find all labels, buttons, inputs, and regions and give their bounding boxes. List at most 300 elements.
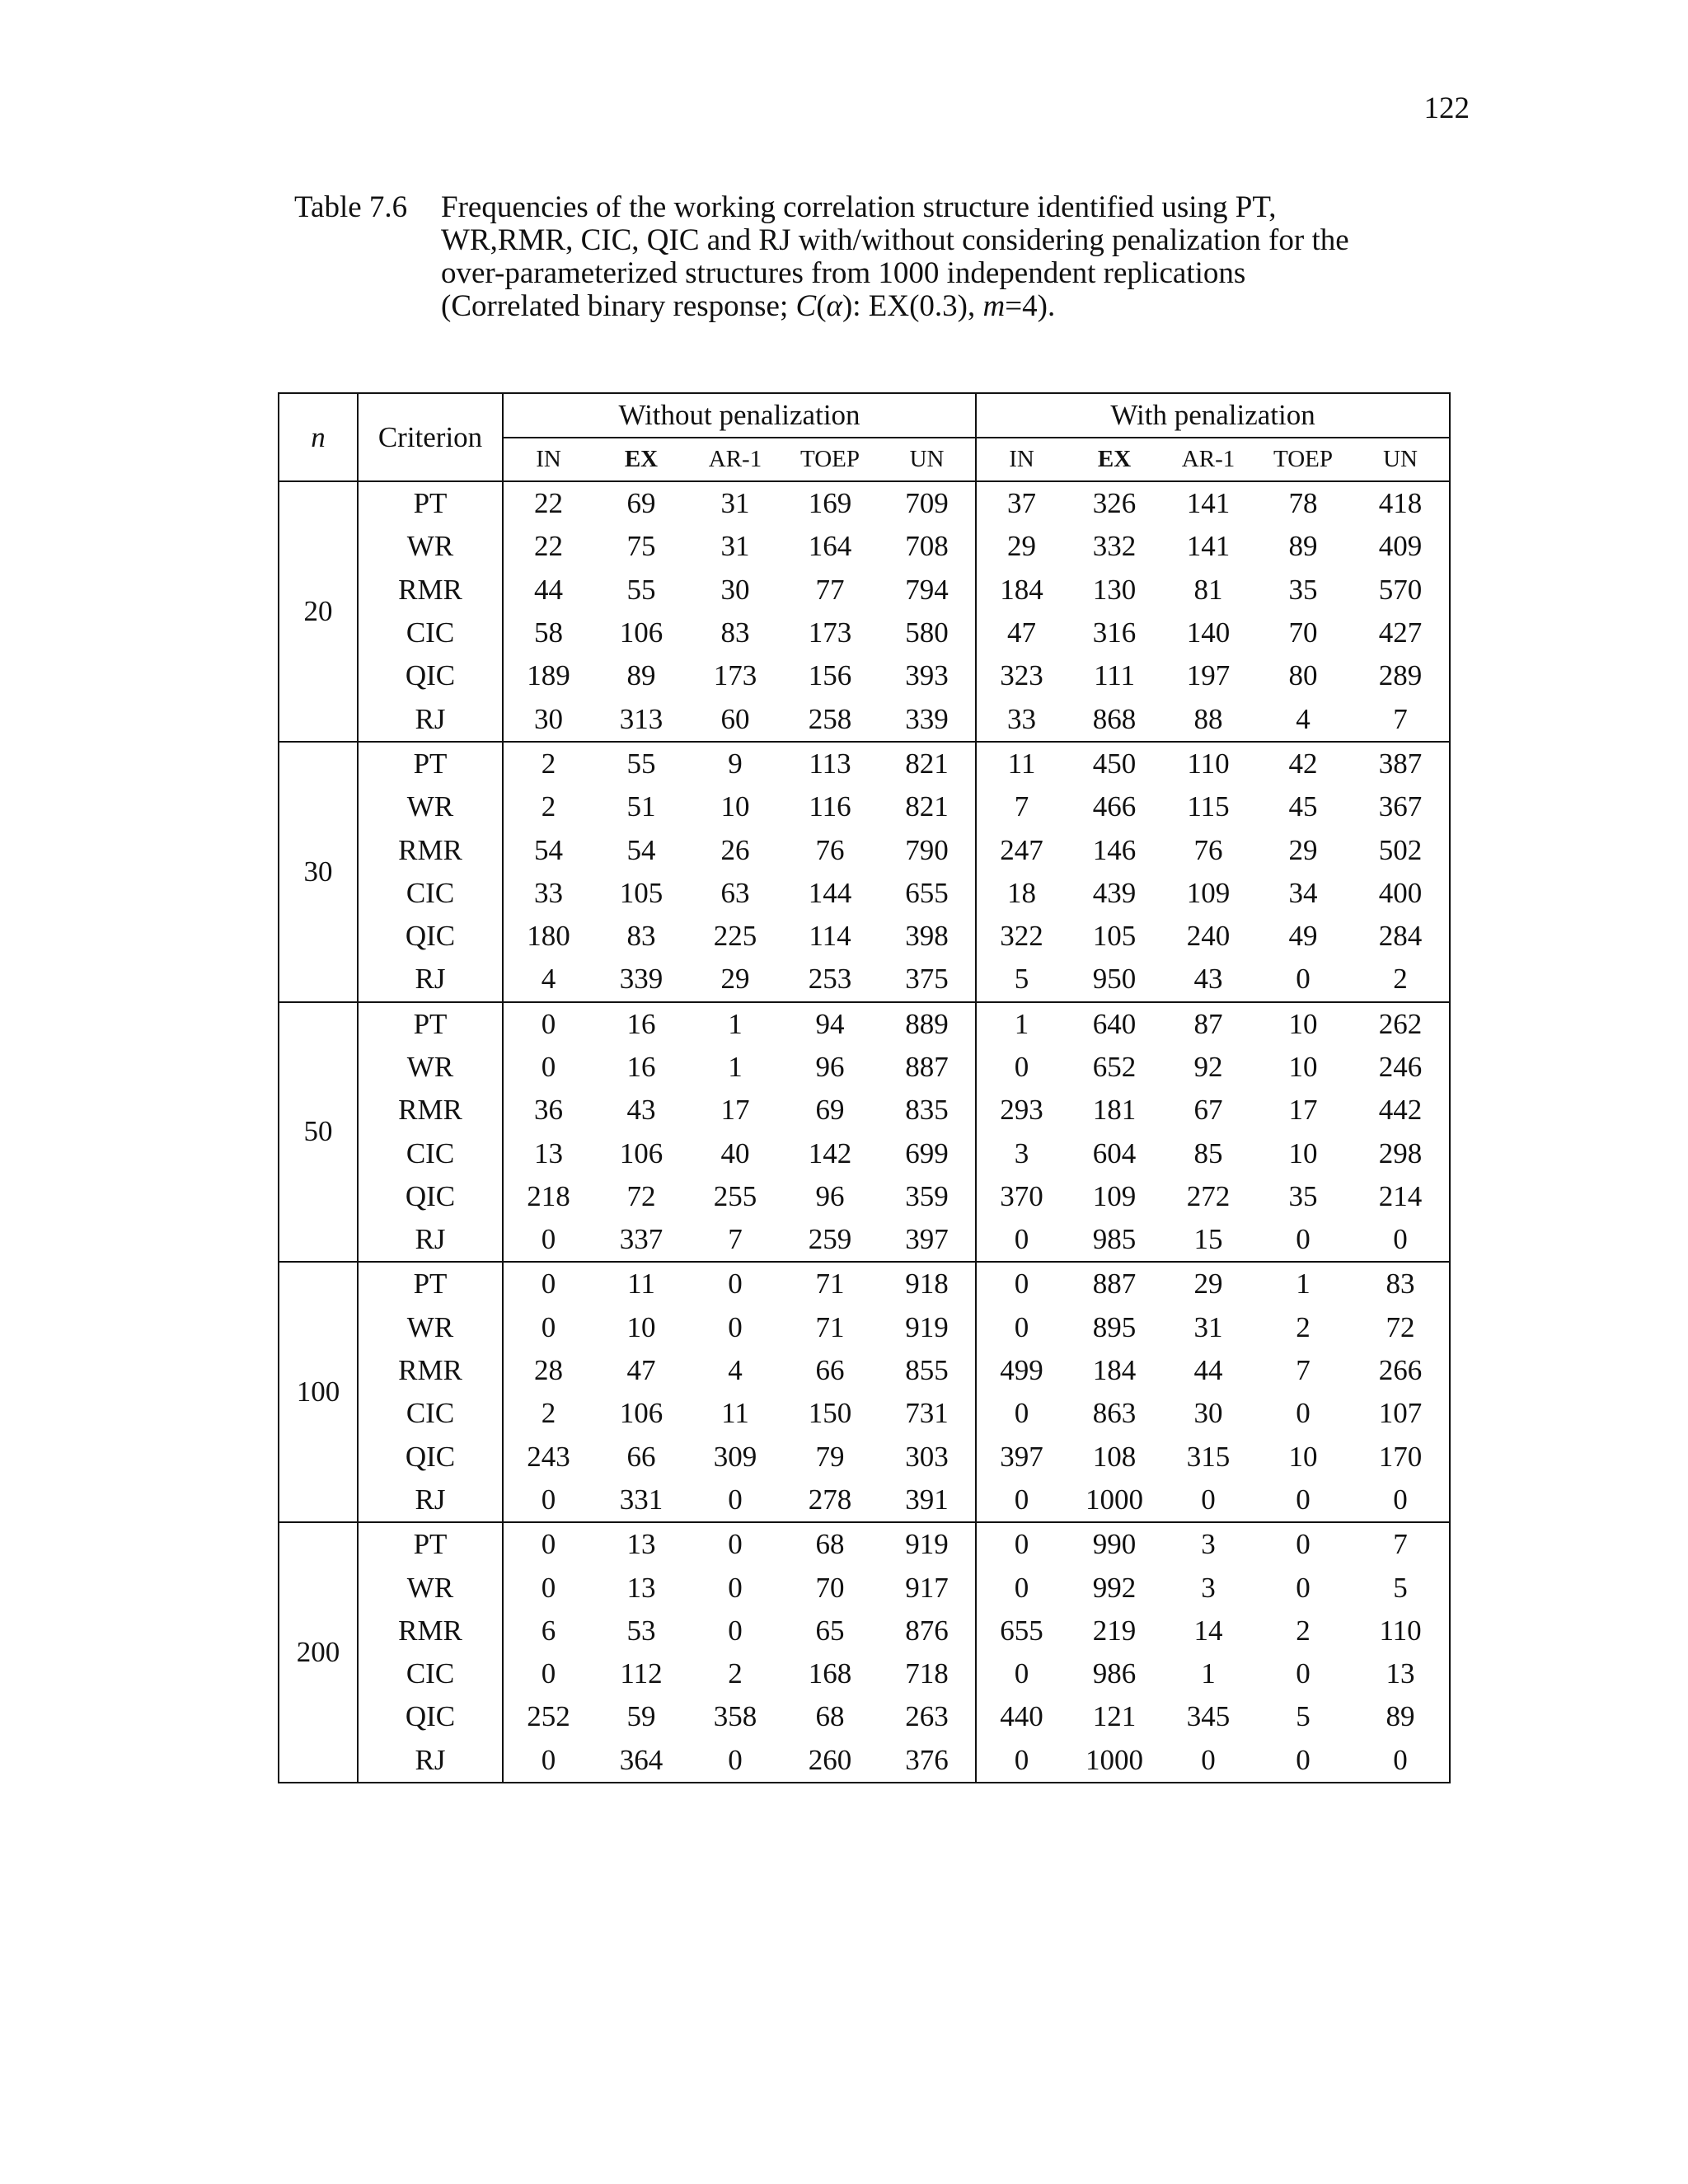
without-penalization-value-cell: 0 [541, 1007, 556, 1040]
without-penalization-value-cell: 0 [541, 1528, 556, 1561]
with-penalization-value-cell: 466 [1092, 790, 1137, 823]
without-penalization-value-cell: 31 [720, 530, 750, 563]
without-penalization-value-cell: 4 [503, 958, 593, 1001]
without-penalization-value-cell: 393 [879, 654, 976, 697]
without-penalization-value-cell: 0 [503, 1739, 593, 1783]
without-penalization-value-cell: 889 [879, 1002, 976, 1046]
with-penalization-value-cell: 1 [1201, 1657, 1216, 1690]
without-penalization-value-cell: 189 [527, 659, 570, 692]
with-penalization-value-cell: 89 [1386, 1700, 1415, 1733]
criterion-cell: CIC [358, 1392, 503, 1435]
table-row [279, 1349, 1450, 1392]
with-penalization-value-cell: 0 [1296, 1528, 1311, 1561]
without-penalization-value-cell: 66 [815, 1354, 845, 1387]
criterion-cell: QIC [358, 1695, 503, 1738]
with-penalization-value-cell: 502 [1378, 833, 1423, 866]
with-penalization-value-cell: 81 [1193, 573, 1223, 606]
with-penalization-value-cell: 397 [1000, 1440, 1043, 1473]
without-penalization-value-cell: 391 [879, 1479, 976, 1522]
with-penalization-value-cell: 2 [1296, 1310, 1311, 1343]
caption-line: (Correlated binary response; C(α): EX(0.3), m=4). [441, 289, 1056, 323]
with-penalization-value-cell: 107 [1378, 1397, 1423, 1430]
without-penalization-value-cell: 55 [626, 747, 656, 780]
with-penalization-value-cell: 140 [1186, 616, 1231, 649]
without-penalization-value-cell: 0 [689, 1739, 781, 1783]
with-penalization-value-cell: 0 [1352, 1218, 1450, 1262]
caption-label: Table 7.6 [294, 190, 408, 224]
without-penalization-value-cell: 70 [815, 1571, 845, 1604]
criterion-cell: RJ [358, 958, 503, 1001]
structure-header: IN [976, 438, 1067, 481]
table-row [279, 1392, 1450, 1435]
criterion-cell: QIC [358, 915, 503, 958]
with-penalization-value-cell: 418 [1378, 487, 1423, 520]
without-penalization-value-cell: 835 [879, 1089, 976, 1132]
without-penalization-value-cell: 142 [808, 1137, 852, 1169]
sample-size-cell: 50 [279, 1002, 358, 1263]
without-penalization-value-cell: 94 [815, 1007, 845, 1040]
with-penalization-value-cell: 76 [1193, 833, 1223, 866]
without-penalization-value-cell: 26 [720, 833, 750, 866]
without-penalization-value-cell: 339 [593, 958, 689, 1001]
with-penalization-value-cell: 247 [1000, 833, 1043, 866]
criterion-cell: RMR [358, 1349, 503, 1392]
with-penalization-value-cell: 427 [1378, 616, 1423, 649]
with-penalization-value-cell: 332 [1092, 530, 1137, 563]
with-penalization-value-cell: 0 [976, 1739, 1067, 1783]
criterion-cell: WR [358, 1046, 503, 1089]
without-penalization-value-cell: 59 [626, 1700, 656, 1733]
without-penalization-value-cell: 263 [879, 1695, 976, 1738]
caption-line: Frequencies of the working correlation structure identified using PT, [441, 190, 1277, 224]
table-row [279, 958, 1450, 1001]
with-penalization-value-cell: 33 [976, 697, 1067, 741]
with-penalization-value-cell: 985 [1067, 1218, 1162, 1262]
with-penalization-value-cell: 0 [1014, 1657, 1029, 1690]
table-row [279, 1089, 1450, 1132]
without-penalization-value-cell: 71 [815, 1268, 845, 1301]
without-penalization-value-cell: 919 [879, 1522, 976, 1566]
criterion-cell: RJ [358, 1218, 503, 1262]
without-penalization-value-cell: 150 [808, 1397, 852, 1430]
with-penalization-value-cell: 442 [1378, 1094, 1423, 1127]
with-penalization-value-cell: 17 [1288, 1094, 1318, 1127]
without-penalization-value-cell: 303 [879, 1436, 976, 1479]
criterion-cell: RMR [358, 569, 503, 612]
without-penalization-value-cell: 13 [626, 1528, 656, 1561]
structure-header: IN [503, 438, 593, 481]
without-penalization-value-cell: 709 [879, 481, 976, 525]
with-penalization-value-cell: 7 [1352, 697, 1450, 741]
with-penalization-value-cell: 1 [1296, 1268, 1311, 1301]
without-penalization-value-cell: 164 [808, 530, 852, 563]
with-penalization-value-cell: 141 [1186, 530, 1231, 563]
without-penalization-value-cell: 54 [626, 833, 656, 866]
with-penalization-value-cell: 0 [976, 1479, 1067, 1522]
sample-size-cell: 20 [279, 481, 358, 742]
with-penalization-value-cell: 640 [1092, 1007, 1137, 1040]
criterion-cell: RMR [358, 1089, 503, 1132]
with-penalization-value-cell: 105 [1092, 920, 1137, 953]
without-penalization-value-cell: 17 [720, 1094, 750, 1127]
without-penalization-value-cell: 106 [619, 1137, 663, 1169]
with-penalization-value-cell: 450 [1092, 747, 1137, 780]
criterion-cell: CIC [358, 612, 503, 654]
without-penalization-value-cell: 53 [626, 1614, 656, 1647]
without-penalization-value-cell: 105 [619, 876, 663, 909]
without-penalization-value-cell: 0 [503, 1479, 593, 1522]
n-header: n [279, 393, 358, 481]
with-penalization-value-cell: 78 [1288, 487, 1318, 520]
with-penalization-value-cell: 895 [1092, 1310, 1137, 1343]
criterion-cell: WR [358, 525, 503, 568]
table-row [279, 1218, 1450, 1262]
sample-size-cell: 30 [279, 742, 358, 1002]
table-row [279, 1262, 1450, 1305]
table-row [279, 1175, 1450, 1218]
without-penalization-value-cell: 71 [815, 1310, 845, 1343]
with-penalization-value-cell: 604 [1092, 1137, 1137, 1169]
with-penalization-value-cell: 184 [1092, 1354, 1137, 1387]
with-penalization-value-cell: 992 [1092, 1571, 1137, 1604]
without-penalization-value-cell: 66 [626, 1440, 656, 1473]
without-penalization-value-cell: 918 [879, 1262, 976, 1305]
criterion-cell: PT [358, 1262, 503, 1305]
without-penalization-value-cell: 359 [879, 1175, 976, 1218]
with-penalization-value-cell: 262 [1378, 1007, 1423, 1040]
without-penalization-value-cell: 69 [815, 1094, 845, 1127]
without-penalization-value-cell: 0 [728, 1571, 743, 1604]
without-penalization-value-cell: 36 [534, 1094, 563, 1127]
without-penalization-value-cell: 397 [879, 1218, 976, 1262]
with-penalization-value-cell: 0 [1014, 1310, 1029, 1343]
without-penalization-value-cell: 173 [808, 616, 852, 649]
without-penalization-value-cell: 2 [728, 1657, 743, 1690]
without-penalization-value-cell: 16 [626, 1051, 656, 1083]
with-penalization-value-cell: 30 [1193, 1397, 1223, 1430]
with-penalization-value-cell: 0 [1352, 1479, 1450, 1522]
with-penalization-value-cell: 10 [1288, 1440, 1318, 1473]
without-penalization-value-cell: 253 [781, 958, 879, 1001]
table-row [279, 785, 1450, 828]
with-penalization-value-cell: 110 [1187, 747, 1230, 780]
with-penalization-value-cell: 29 [1288, 833, 1318, 866]
with-penalization-value-cell: 29 [1007, 530, 1037, 563]
with-penalization-value-cell: 0 [1254, 1479, 1352, 1522]
without-penalization-value-cell: 28 [534, 1354, 563, 1387]
without-penalization-value-cell: 31 [720, 487, 750, 520]
without-penalization-value-cell: 655 [879, 872, 976, 915]
without-penalization-value-cell: 0 [541, 1268, 556, 1301]
without-penalization-value-cell: 0 [689, 1479, 781, 1522]
with-penalization-value-cell: 400 [1378, 876, 1423, 909]
table-row [279, 1695, 1450, 1738]
header-row-groups [279, 393, 1450, 438]
without-penalization-value-cell: 243 [527, 1440, 570, 1473]
with-penalization-value-cell: 85 [1193, 1137, 1223, 1169]
without-penalization-value-cell: 887 [879, 1046, 976, 1089]
with-penalization-value-cell: 2 [1296, 1614, 1311, 1647]
without-penalization-value-cell: 16 [626, 1007, 656, 1040]
with-penalization-value-cell: 0 [1254, 958, 1352, 1001]
without-penalization-value-cell: 44 [534, 573, 563, 606]
with-penalization-value-cell: 109 [1186, 876, 1231, 909]
with-penalization-value-cell: 111 [1094, 659, 1135, 692]
without-penalization-value-cell: 225 [713, 920, 757, 953]
without-penalization-value-cell: 13 [626, 1571, 656, 1604]
table-row [279, 481, 1450, 525]
without-penalization-value-cell: 376 [879, 1739, 976, 1783]
page-number: 122 [1423, 91, 1470, 125]
without-penalization-value-cell: 0 [728, 1268, 743, 1301]
without-penalization-value-cell: 47 [626, 1354, 656, 1387]
caption-text [441, 191, 1432, 323]
table-row [279, 1479, 1450, 1522]
with-penalization-value-cell: 141 [1186, 487, 1231, 520]
table-row [279, 1046, 1450, 1089]
with-penalization-value-cell: 89 [1288, 530, 1318, 563]
without-penalization-value-cell: 29 [689, 958, 781, 1001]
without-penalization-value-cell: 113 [809, 747, 851, 780]
without-penalization-value-cell: 96 [815, 1179, 845, 1212]
with-penalization-value-cell: 10 [1288, 1051, 1318, 1083]
without-penalization-value-cell: 106 [619, 616, 663, 649]
without-penalization-value-cell: 358 [713, 1700, 757, 1733]
without-penalization-value-cell: 337 [593, 1218, 689, 1262]
with-penalization-value-cell: 13 [1386, 1657, 1415, 1690]
without-penalization-value-cell: 68 [815, 1700, 845, 1733]
with-penalization-value-cell: 345 [1186, 1700, 1231, 1733]
with-penalization-value-cell: 45 [1288, 790, 1318, 823]
with-penalization-value-cell: 11 [1007, 747, 1036, 780]
without-penalization-value-cell: 0 [503, 1218, 593, 1262]
with-penalization-value-cell: 109 [1092, 1179, 1137, 1212]
table-row [279, 872, 1450, 915]
table-row [279, 1132, 1450, 1174]
without-penalization-value-cell: 11 [721, 1397, 749, 1430]
without-penalization-value-cell: 9 [728, 747, 743, 780]
with-penalization-value-cell: 2 [1352, 958, 1450, 1001]
without-penalization-value-cell: 112 [620, 1657, 663, 1690]
without-penalization-value-cell: 106 [619, 1397, 663, 1430]
without-penalization-value-cell: 364 [593, 1739, 689, 1783]
with-penalization-value-cell: 3 [1201, 1528, 1216, 1561]
table-caption [294, 191, 1432, 323]
without-penalization-value-cell: 255 [713, 1179, 757, 1212]
with-penalization-value-cell: 272 [1186, 1179, 1231, 1212]
criterion-cell: RMR [358, 1610, 503, 1652]
with-penalization-value-cell: 440 [1000, 1700, 1043, 1733]
with-penalization-value-cell: 570 [1378, 573, 1423, 606]
without-penalization-value-cell: 699 [879, 1132, 976, 1174]
criterion-cell: QIC [358, 1175, 503, 1218]
criterion-cell: RJ [358, 1739, 503, 1783]
without-penalization-value-cell: 83 [626, 920, 656, 953]
without-penalization-value-cell: 72 [626, 1179, 656, 1212]
without-penalization-value-cell: 398 [879, 915, 976, 958]
with-penalization-value-cell: 0 [1014, 1397, 1029, 1430]
with-penalization-value-cell: 246 [1378, 1051, 1423, 1083]
with-penalization-value-cell: 0 [976, 1218, 1067, 1262]
structure-header: UN [879, 438, 976, 481]
without-penalization-value-cell: 794 [879, 569, 976, 612]
with-penalization-value-cell: 655 [1000, 1614, 1043, 1647]
without-penalization-value-cell: 22 [534, 530, 563, 563]
with-penalization-value-cell: 72 [1386, 1310, 1415, 1343]
with-penalization-value-cell: 387 [1378, 747, 1423, 780]
without-penalization-value-cell: 278 [781, 1479, 879, 1522]
with-penalization-value-cell: 0 [1014, 1051, 1029, 1083]
with-penalization-value-cell: 44 [1193, 1354, 1223, 1387]
without-penalization-value-cell: 116 [809, 790, 851, 823]
without-penalization-value-cell: 63 [720, 876, 750, 909]
without-penalization-value-cell: 43 [626, 1094, 656, 1127]
with-penalization-value-cell: 0 [1352, 1739, 1450, 1783]
without-penalization-value-cell: 708 [879, 525, 976, 568]
with-penalization-value-cell: 42 [1288, 747, 1318, 780]
without-penalization-value-cell: 68 [815, 1528, 845, 1561]
with-penalization-value-cell: 5 [1296, 1700, 1311, 1733]
without-penalization-value-cell: 83 [720, 616, 750, 649]
criterion-cell: CIC [358, 1132, 503, 1174]
with-penalization-value-cell: 7 [1296, 1354, 1311, 1387]
criterion-cell: PT [358, 481, 503, 525]
with-penalization-value-cell: 37 [1007, 487, 1037, 520]
without-penalization-value-cell: 114 [809, 920, 851, 953]
with-penalization-value-cell: 18 [1007, 876, 1037, 909]
with-penalization-value-cell: 863 [1092, 1397, 1137, 1430]
without-penalization-header: Without penalization [503, 393, 976, 438]
with-penalization-value-cell: 652 [1092, 1051, 1137, 1083]
with-penalization-value-cell: 15 [1162, 1218, 1254, 1262]
without-penalization-value-cell: 89 [626, 659, 656, 692]
table-row [279, 1002, 1450, 1046]
table-row [279, 742, 1450, 785]
with-penalization-value-cell: 315 [1186, 1440, 1231, 1473]
criterion-cell: CIC [358, 872, 503, 915]
without-penalization-value-cell: 144 [808, 876, 852, 909]
without-penalization-value-cell: 313 [593, 697, 689, 741]
criterion-cell: PT [358, 1522, 503, 1566]
without-penalization-value-cell: 54 [534, 833, 563, 866]
with-penalization-value-cell: 108 [1092, 1440, 1137, 1473]
with-penalization-value-cell: 323 [1000, 659, 1043, 692]
without-penalization-value-cell: 252 [527, 1700, 570, 1733]
without-penalization-value-cell: 876 [879, 1610, 976, 1652]
table-row [279, 915, 1450, 958]
with-penalization-value-cell: 7 [1014, 790, 1029, 823]
without-penalization-value-cell: 917 [879, 1566, 976, 1609]
without-penalization-value-cell: 258 [781, 697, 879, 741]
with-penalization-value-cell: 70 [1288, 616, 1318, 649]
with-penalization-value-cell: 1 [1014, 1007, 1029, 1040]
without-penalization-value-cell: 55 [626, 573, 656, 606]
without-penalization-value-cell: 75 [626, 530, 656, 563]
with-penalization-value-cell: 80 [1288, 659, 1318, 692]
without-penalization-value-cell: 2 [541, 1397, 556, 1430]
structure-header: EX [1067, 438, 1162, 481]
without-penalization-value-cell: 0 [541, 1310, 556, 1343]
criterion-cell: RMR [358, 828, 503, 871]
with-penalization-value-cell: 298 [1378, 1137, 1423, 1169]
with-penalization-value-cell: 986 [1092, 1657, 1137, 1690]
without-penalization-value-cell: 821 [879, 742, 976, 785]
with-penalization-value-cell: 197 [1186, 659, 1231, 692]
with-penalization-value-cell: 326 [1092, 487, 1137, 520]
table-row [279, 1739, 1450, 1783]
without-penalization-value-cell: 731 [879, 1392, 976, 1435]
with-penalization-value-cell: 130 [1092, 573, 1137, 606]
with-penalization-value-cell: 868 [1067, 697, 1162, 741]
without-penalization-value-cell: 2 [541, 747, 556, 780]
without-penalization-value-cell: 76 [815, 833, 845, 866]
table-row [279, 525, 1450, 568]
without-penalization-value-cell: 30 [503, 697, 593, 741]
without-penalization-value-cell: 13 [534, 1137, 563, 1169]
without-penalization-value-cell: 790 [879, 828, 976, 871]
with-penalization-value-cell: 181 [1092, 1094, 1137, 1127]
with-penalization-value-cell: 1000 [1067, 1739, 1162, 1783]
with-penalization-value-cell: 0 [1014, 1528, 1029, 1561]
without-penalization-value-cell: 260 [781, 1739, 879, 1783]
table-row [279, 654, 1450, 697]
table-row [279, 612, 1450, 654]
table-row [279, 1610, 1450, 1652]
table-row [279, 1306, 1450, 1349]
with-penalization-value-cell: 367 [1378, 790, 1423, 823]
without-penalization-value-cell: 6 [541, 1614, 556, 1647]
with-penalization-value-cell: 214 [1378, 1179, 1423, 1212]
with-penalization-value-cell: 47 [1007, 616, 1037, 649]
without-penalization-value-cell: 60 [689, 697, 781, 741]
criterion-cell: PT [358, 1002, 503, 1046]
without-penalization-value-cell: 33 [534, 876, 563, 909]
with-penalization-value-cell: 10 [1288, 1137, 1318, 1169]
structure-header: EX [593, 438, 689, 481]
without-penalization-value-cell: 0 [541, 1657, 556, 1690]
with-penalization-value-cell: 0 [1254, 1739, 1352, 1783]
with-penalization-value-cell: 35 [1288, 1179, 1318, 1212]
without-penalization-value-cell: 30 [720, 573, 750, 606]
with-penalization-value-cell: 316 [1092, 616, 1137, 649]
without-penalization-value-cell: 0 [728, 1310, 743, 1343]
without-penalization-value-cell: 7 [689, 1218, 781, 1262]
without-penalization-value-cell: 718 [879, 1652, 976, 1695]
with-penalization-value-cell: 240 [1186, 920, 1231, 953]
with-penalization-value-cell: 170 [1378, 1440, 1423, 1473]
with-penalization-value-cell: 5 [976, 958, 1067, 1001]
with-penalization-value-cell: 284 [1378, 920, 1423, 953]
without-penalization-value-cell: 2 [541, 790, 556, 823]
without-penalization-value-cell: 4 [728, 1354, 743, 1387]
structure-header: TOEP [1254, 438, 1352, 481]
with-penalization-value-cell: 439 [1092, 876, 1137, 909]
with-penalization-value-cell: 3 [1014, 1137, 1029, 1169]
with-penalization-value-cell: 43 [1162, 958, 1254, 1001]
criterion-cell: QIC [358, 654, 503, 697]
with-penalization-value-cell: 0 [1296, 1657, 1311, 1690]
with-penalization-value-cell: 7 [1393, 1528, 1408, 1561]
with-penalization-value-cell: 1000 [1067, 1479, 1162, 1522]
criterion-header: Criterion [358, 393, 503, 481]
criterion-cell: CIC [358, 1652, 503, 1695]
without-penalization-value-cell: 0 [541, 1571, 556, 1604]
criterion-cell: QIC [358, 1436, 503, 1479]
criterion-cell: PT [358, 742, 503, 785]
without-penalization-value-cell: 0 [728, 1528, 743, 1561]
with-penalization-value-cell: 409 [1378, 530, 1423, 563]
without-penalization-value-cell: 259 [781, 1218, 879, 1262]
